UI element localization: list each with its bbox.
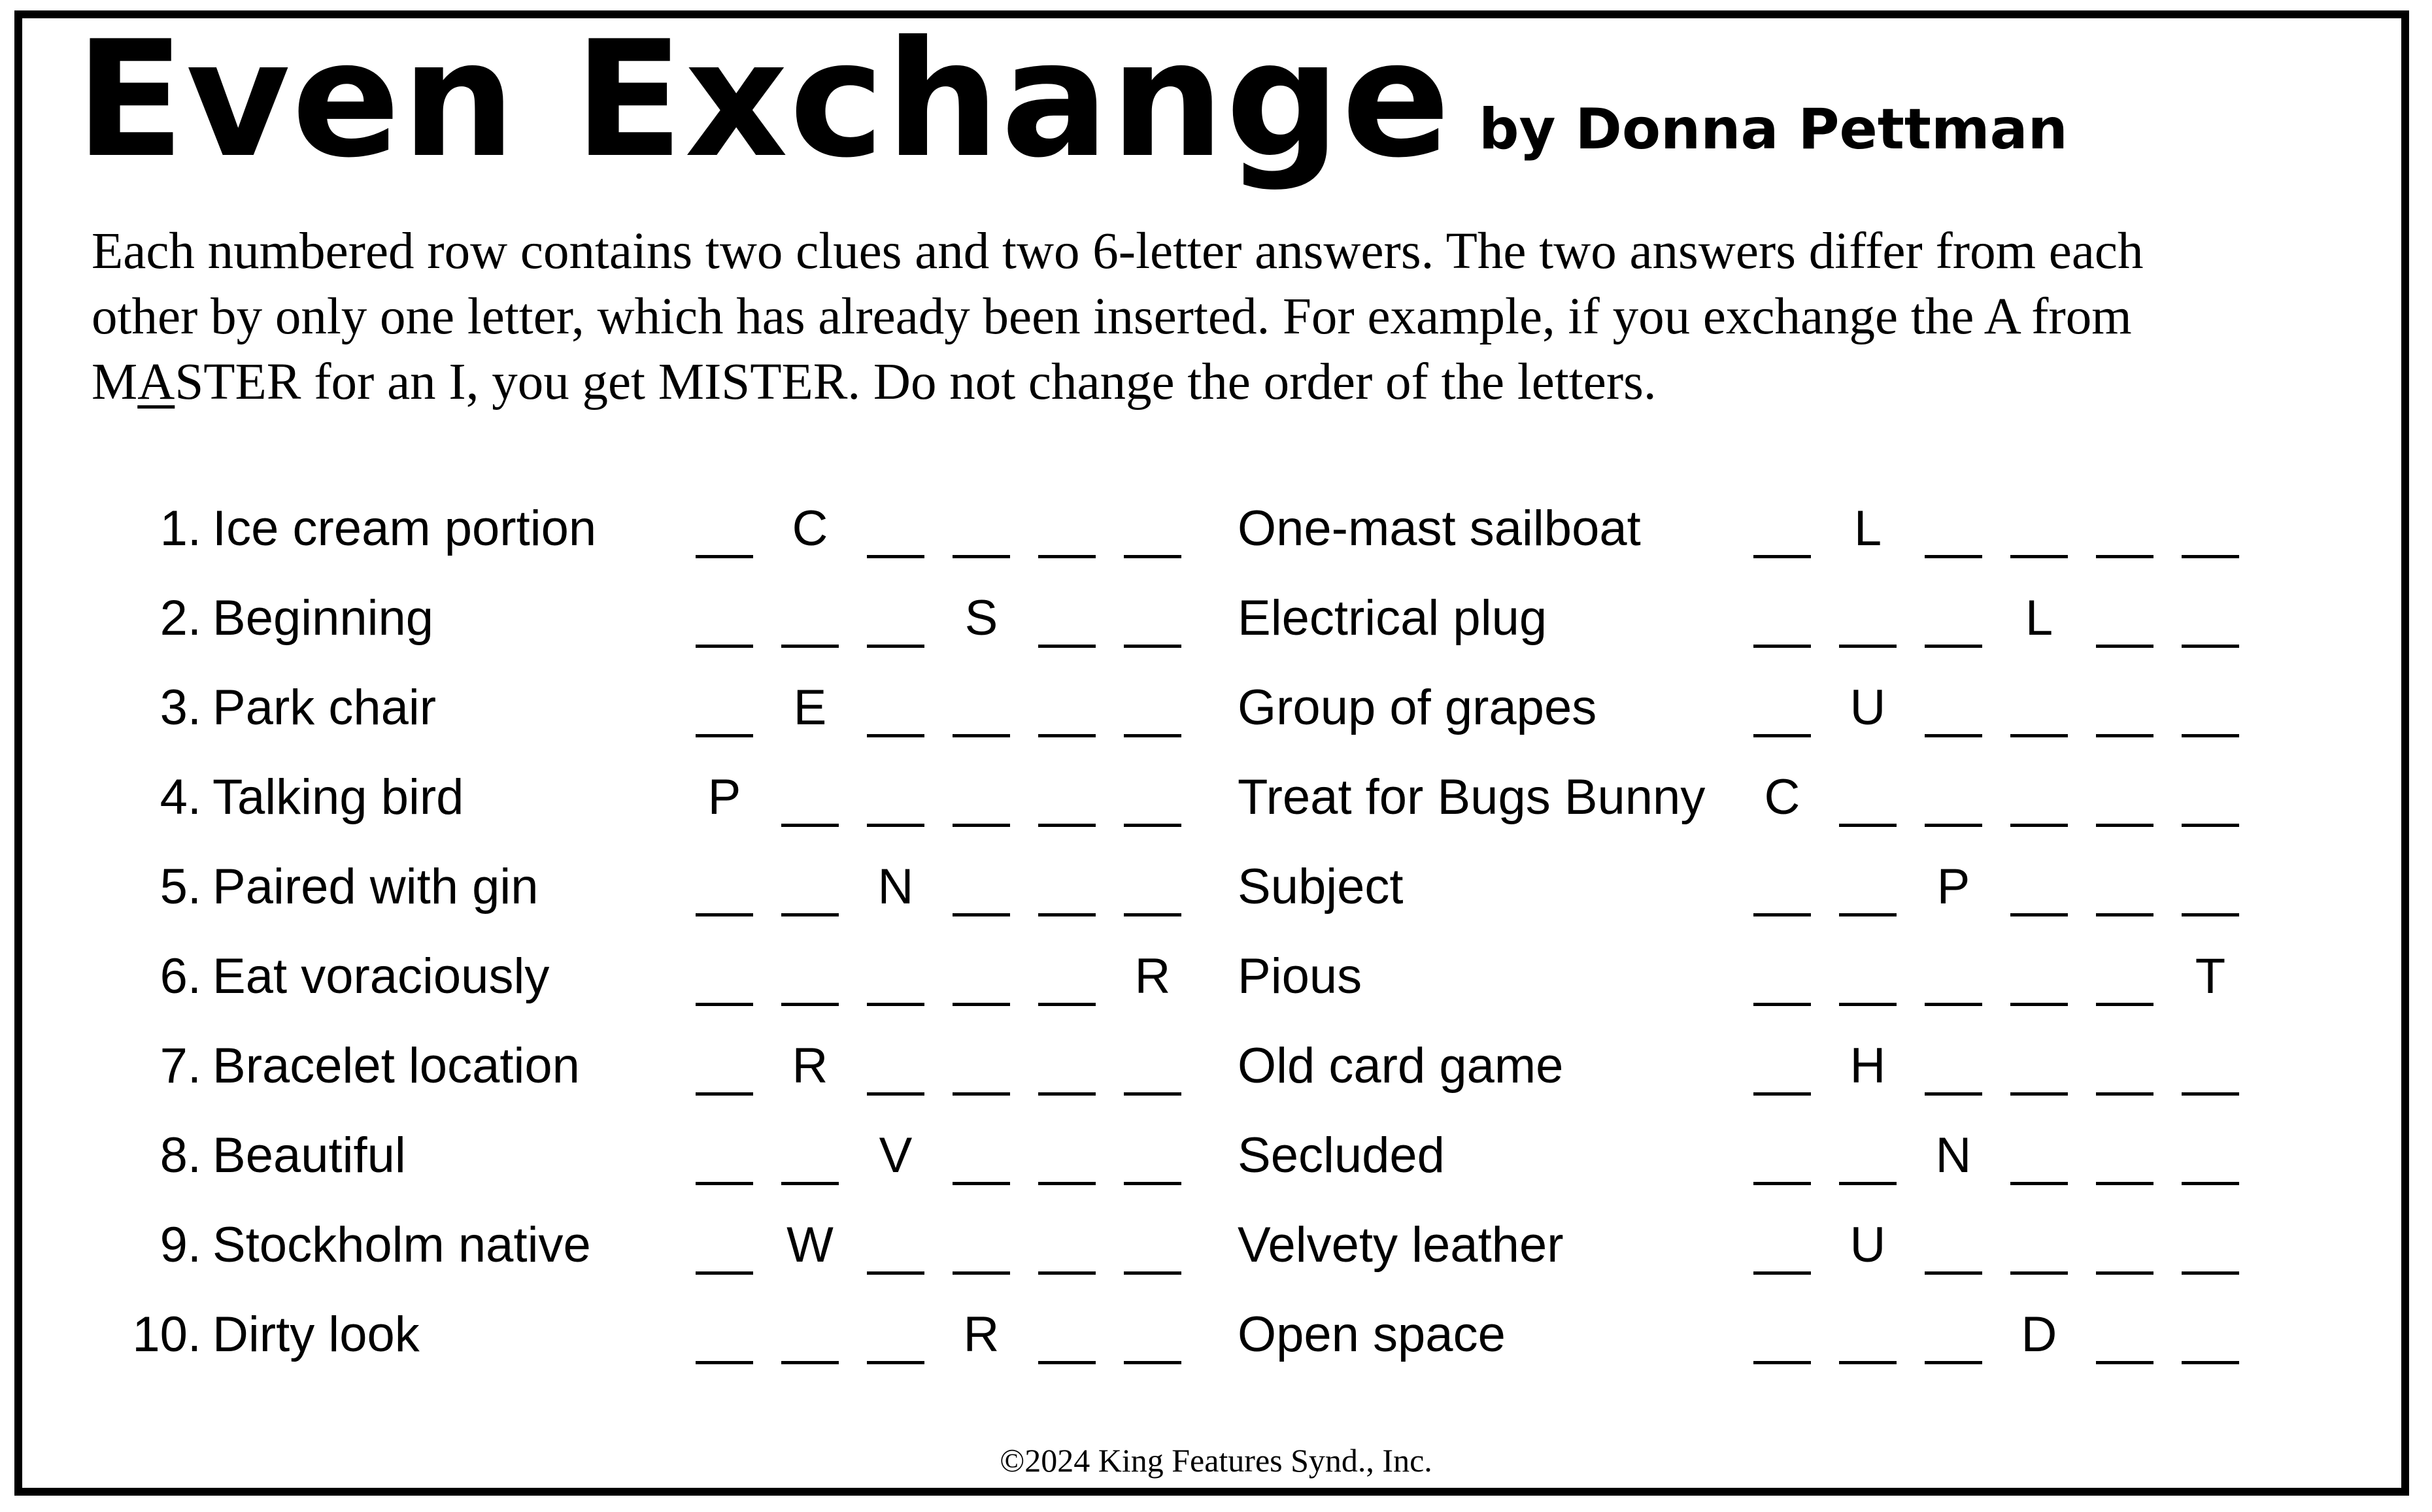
blank-underline [2096,1271,2153,1275]
right-clue: Group of grapes [1238,680,1597,735]
right-letter-blank[interactable] [2095,1217,2155,1282]
right-given-letter [2009,1306,2069,1371]
right-clue: Old card game [1238,1038,1564,1094]
blank-underline [2010,1003,2068,1006]
left-letter-blank[interactable] [1037,590,1097,655]
blank-underline [1753,913,1811,916]
blank-underline [696,1271,753,1275]
left-letter-blank[interactable] [694,1217,754,1282]
blank-underline [2182,824,2239,827]
right-given-letter [1838,1217,1898,1282]
row-number: 9. [160,1217,201,1273]
left-letter-blank[interactable] [694,948,754,1013]
left-letter-blank[interactable] [1037,679,1097,745]
blank-underline [2096,1092,2153,1096]
blank-underline [2182,913,2239,916]
blank-underline [1124,734,1181,737]
right-letter-blank[interactable] [2009,1037,2069,1103]
left-letter-blank[interactable] [951,1037,1011,1103]
blank-underline [867,1271,924,1275]
right-letter-blank[interactable] [2009,858,2069,924]
right-letter-blank[interactable] [1923,679,1984,745]
blank-underline [2096,824,2153,827]
right-letter-blank[interactable] [2180,679,2240,745]
blank-underline [2010,1092,2068,1096]
right-letter-blank[interactable] [1923,769,1984,834]
right-clue: Electrical plug [1238,590,1547,646]
left-clue: Talking bird [212,769,464,825]
blank-underline [2010,1271,2068,1275]
left-letter-blank[interactable] [780,590,840,655]
blank-underline [2096,734,2153,737]
left-given-letter-text: N [877,859,914,915]
left-letter-blank[interactable] [694,679,754,745]
left-letter-blank[interactable] [1123,858,1183,924]
clue-row [0,590,2432,679]
right-letter-blank[interactable] [1752,1037,1812,1103]
left-given-letter [780,500,840,565]
right-letter-blank[interactable] [1838,590,1898,655]
row-number: 8. [160,1128,201,1183]
left-letter-blank[interactable] [780,769,840,834]
blank-underline [1038,1182,1096,1185]
right-letter-blank[interactable] [1923,590,1984,655]
left-clue: Park chair [212,680,437,735]
row-number: 7. [160,1038,201,1094]
right-clue: Velvety leather [1238,1217,1564,1273]
right-given-letter [1923,1127,1984,1192]
left-letter-blank[interactable] [866,769,926,834]
blank-underline [1839,1361,1897,1364]
blank-underline [696,1182,753,1185]
blank-underline [867,824,924,827]
blank-underline [1925,734,1982,737]
clue-row [0,769,2432,858]
left-clue: Eat voraciously [212,949,550,1004]
right-letter-blank[interactable] [2095,590,2155,655]
copyright: ©2024 King Features Synd., Inc. [1000,1442,1432,1479]
right-letter-blank[interactable] [2180,1037,2240,1103]
blank-underline [867,555,924,558]
blank-underline [2096,645,2153,648]
left-clue: Dirty look [212,1307,420,1362]
left-given-letter [694,769,754,834]
right-letter-blank[interactable] [2180,1217,2240,1282]
blank-underline [1038,645,1096,648]
left-letter-blank[interactable] [866,500,926,565]
blank-underline [2010,913,2068,916]
right-letter-blank[interactable] [2009,679,2069,745]
blank-underline [953,913,1010,916]
right-letter-blank[interactable] [2095,948,2155,1013]
blank-underline [953,555,1010,558]
puzzle-title: Even Exchange [75,7,1452,193]
right-letter-blank[interactable] [2095,858,2155,924]
right-clue: Secluded [1238,1128,1445,1183]
row-number: 1. [160,501,201,556]
left-clue: Beautiful [212,1128,406,1183]
example-letter-m: M [92,354,138,411]
right-letter-blank[interactable] [1923,1037,1984,1103]
blank-underline [1038,555,1096,558]
left-letter-blank[interactable] [1037,1217,1097,1282]
blank-underline [781,913,839,916]
row-number: 2. [160,590,201,646]
left-given-letter-text: P [707,769,741,825]
right-letter-blank[interactable] [1752,1127,1812,1192]
blank-underline [953,734,1010,737]
left-clue: Paired with gin [212,859,539,915]
blank-underline [1124,1092,1181,1096]
blank-underline [1925,1271,1982,1275]
right-letter-blank[interactable] [1923,500,1984,565]
blank-underline [1839,824,1897,827]
right-given-letter-text: U [1849,1217,1886,1273]
right-letter-blank[interactable] [1838,858,1898,924]
left-letter-blank[interactable] [1123,1217,1183,1282]
blank-underline [2010,555,2068,558]
clue-row [0,1037,2432,1127]
blank-underline [953,1271,1010,1275]
right-letter-blank[interactable] [2180,858,2240,924]
blank-underline [867,1003,924,1006]
blank-underline [1038,1092,1096,1096]
left-given-letter-text: R [963,1307,1000,1362]
left-letter-blank[interactable] [780,948,840,1013]
right-clue: Pious [1238,949,1362,1004]
instructions-line-2: other by only one letter, which has already been inserted. For example, if you exchange the A from [92,288,2132,345]
blank-underline [781,1182,839,1185]
right-given-letter-text: H [1849,1038,1886,1094]
blank-underline [696,555,753,558]
left-letter-blank[interactable] [1037,769,1097,834]
right-letter-blank[interactable] [2009,500,2069,565]
right-given-letter-text: D [2021,1307,2057,1362]
right-letter-blank[interactable] [1838,1306,1898,1371]
left-letter-blank[interactable] [1037,948,1097,1013]
right-letter-blank[interactable] [1752,1306,1812,1371]
blank-underline [1038,824,1096,827]
instructions-line-3-rest: STER for an I, you get MISTER. Do not change the order of the letters. [175,354,1657,411]
left-letter-blank[interactable] [1123,679,1183,745]
blank-underline [1839,645,1897,648]
blank-underline [2010,1182,2068,1185]
blank-underline [2010,824,2068,827]
blank-underline [953,1092,1010,1096]
instructions-line-3 [92,350,2327,415]
right-letter-blank[interactable] [1752,590,1812,655]
blank-underline [1925,555,1982,558]
right-letter-blank[interactable] [2095,679,2155,745]
left-given-letter-text: R [1134,949,1171,1004]
blank-underline [1038,1003,1096,1006]
blank-underline [696,1003,753,1006]
blank-underline [953,1003,1010,1006]
blank-underline [2182,1361,2239,1364]
left-given-letter [780,679,840,745]
left-letter-blank[interactable] [951,1127,1011,1192]
right-given-letter [2009,590,2069,655]
left-letter-blank[interactable] [694,590,754,655]
right-letter-blank[interactable] [1752,679,1812,745]
blank-underline [1038,734,1096,737]
example-exchanged-letter: A [137,354,175,411]
blank-underline [2096,913,2153,916]
blank-underline [696,913,753,916]
blank-underline [2096,1361,2153,1364]
left-letter-blank[interactable] [780,858,840,924]
blank-underline [1038,1271,1096,1275]
clue-row [0,679,2432,769]
right-clue: Treat for Bugs Bunny [1238,769,1706,825]
blank-underline [953,824,1010,827]
left-clue: Ice cream portion [212,501,597,556]
left-given-letter [1123,948,1183,1013]
left-letter-blank[interactable] [866,1306,926,1371]
right-letter-blank[interactable] [1923,1217,1984,1282]
left-letter-blank[interactable] [780,1127,840,1192]
blank-underline [2096,1003,2153,1006]
blank-underline [953,1182,1010,1185]
blank-underline [1124,1271,1181,1275]
clue-row [0,500,2432,590]
left-letter-blank[interactable] [1123,1306,1183,1371]
left-letter-blank[interactable] [1037,858,1097,924]
right-letter-blank[interactable] [1838,1127,1898,1192]
blank-underline [696,1361,753,1364]
blank-underline [696,734,753,737]
blank-underline [781,1361,839,1364]
right-letter-blank[interactable] [2180,590,2240,655]
left-letter-blank[interactable] [866,1037,926,1103]
right-letter-blank[interactable] [2180,769,2240,834]
blank-underline [1753,555,1811,558]
blank-underline [1925,1092,1982,1096]
blank-underline [696,645,753,648]
left-clue: Beginning [212,590,434,646]
left-given-letter [951,1306,1011,1371]
blank-underline [1753,734,1811,737]
left-letter-blank[interactable] [951,1217,1011,1282]
clue-row [0,1127,2432,1217]
row-number: 10. [132,1307,201,1362]
right-letter-blank[interactable] [1752,500,1812,565]
right-letter-blank[interactable] [2009,948,2069,1013]
blank-underline [1124,824,1181,827]
blank-underline [2096,1182,2153,1185]
byline: by Donna Pettman [1479,97,2068,162]
right-letter-blank[interactable] [2095,1306,2155,1371]
blank-underline [1124,555,1181,558]
left-letter-blank[interactable] [1123,1037,1183,1103]
right-given-letter [1838,1037,1898,1103]
blank-underline [1839,1003,1897,1006]
right-given-letter-text: L [2025,590,2053,646]
left-letter-blank[interactable] [951,500,1011,565]
left-letter-blank[interactable] [866,590,926,655]
blank-underline [1753,1092,1811,1096]
right-letter-blank[interactable] [2009,1217,2069,1282]
left-letter-blank[interactable] [1123,500,1183,565]
left-letter-blank[interactable] [694,500,754,565]
left-letter-blank[interactable] [1037,1127,1097,1192]
left-letter-blank[interactable] [780,1306,840,1371]
right-given-letter-text: T [2195,949,2226,1004]
right-letter-blank[interactable] [1923,1306,1984,1371]
left-letter-blank[interactable] [694,1306,754,1371]
blank-underline [1925,1361,1982,1364]
left-letter-blank[interactable] [1037,1306,1097,1371]
left-letter-blank[interactable] [694,858,754,924]
blank-underline [867,645,924,648]
blank-underline [1925,645,1982,648]
blank-underline [1925,1003,1982,1006]
left-letter-blank[interactable] [951,769,1011,834]
left-given-letter [780,1217,840,1282]
blank-underline [1753,1182,1811,1185]
clue-row [0,1217,2432,1306]
left-clue: Stockholm native [212,1217,591,1273]
right-given-letter-text: L [1853,501,1882,556]
row-number: 3. [160,680,201,735]
right-given-letter [1923,858,1984,924]
blank-underline [2182,1271,2239,1275]
left-given-letter-text: R [792,1038,828,1094]
left-given-letter [951,590,1011,655]
right-letter-blank[interactable] [2095,1127,2155,1192]
right-letter-blank[interactable] [2095,1037,2155,1103]
blank-underline [1038,913,1096,916]
right-letter-blank[interactable] [1838,948,1898,1013]
left-given-letter-text: C [792,501,828,556]
left-letter-blank[interactable] [866,948,926,1013]
blank-underline [1753,645,1811,648]
left-given-letter [866,1127,926,1192]
left-letter-blank[interactable] [866,679,926,745]
blank-underline [1753,1003,1811,1006]
clue-row [0,948,2432,1037]
blank-underline [696,1092,753,1096]
blank-underline [1124,645,1181,648]
right-given-letter-text: N [1935,1128,1972,1183]
right-given-letter-text: U [1849,680,1886,735]
right-letter-blank[interactable] [2180,1306,2240,1371]
right-letter-blank[interactable] [1838,769,1898,834]
right-given-letter [1838,679,1898,745]
right-clue: Subject [1238,859,1404,915]
left-letter-blank[interactable] [1123,769,1183,834]
blank-underline [2182,1182,2239,1185]
blank-underline [867,734,924,737]
right-clue: Open space [1238,1307,1506,1362]
blank-underline [1839,1182,1897,1185]
blank-underline [1753,1271,1811,1275]
left-given-letter-text: E [793,680,827,735]
right-letter-blank[interactable] [2180,1127,2240,1192]
left-letter-blank[interactable] [1123,590,1183,655]
right-letter-blank[interactable] [1752,948,1812,1013]
left-letter-blank[interactable] [1123,1127,1183,1192]
right-letter-blank[interactable] [2095,769,2155,834]
clue-row [0,858,2432,948]
right-letter-blank[interactable] [1752,858,1812,924]
right-letter-blank[interactable] [2009,1127,2069,1192]
left-given-letter-text: W [786,1217,834,1273]
blank-underline [2182,645,2239,648]
blank-underline [1124,1182,1181,1185]
blank-underline [2096,555,2153,558]
left-given-letter-text: S [964,590,998,646]
blank-underline [781,1003,839,1006]
blank-underline [2182,1092,2239,1096]
blank-underline [2182,555,2239,558]
right-letter-blank[interactable] [2180,500,2240,565]
right-given-letter-text: P [1936,859,1970,915]
blank-underline [781,645,839,648]
blank-underline [781,824,839,827]
blank-underline [1753,1361,1811,1364]
blank-underline [867,1361,924,1364]
left-letter-blank[interactable] [951,679,1011,745]
left-letter-blank[interactable] [951,948,1011,1013]
clue-row [0,1306,2432,1396]
blank-underline [1124,913,1181,916]
right-letter-blank[interactable] [2095,500,2155,565]
right-given-letter [1838,500,1898,565]
blank-underline [2182,734,2239,737]
blank-underline [2010,734,2068,737]
left-given-letter [780,1037,840,1103]
blank-underline [1839,913,1897,916]
left-letter-blank[interactable] [694,1037,754,1103]
right-clue: One-mast sailboat [1238,501,1641,556]
left-given-letter [866,858,926,924]
left-letter-blank[interactable] [1037,500,1097,565]
blank-underline [1124,1361,1181,1364]
left-letter-blank[interactable] [1037,1037,1097,1103]
row-number: 4. [160,769,201,825]
right-given-letter [1752,769,1812,834]
right-given-letter [2180,948,2240,1013]
left-given-letter-text: V [879,1128,913,1183]
right-letter-blank[interactable] [1923,948,1984,1013]
left-clue: Bracelet location [212,1038,580,1094]
left-letter-blank[interactable] [951,858,1011,924]
row-number: 6. [160,949,201,1004]
right-letter-blank[interactable] [1752,1217,1812,1282]
blank-underline [1038,1361,1096,1364]
left-letter-blank[interactable] [694,1127,754,1192]
blank-underline [867,1092,924,1096]
right-letter-blank[interactable] [2009,769,2069,834]
instructions-line-1: Each numbered row contains two clues and two 6-letter answers. The two answers differ from each [92,223,2144,280]
blank-underline [1925,824,1982,827]
left-letter-blank[interactable] [866,1217,926,1282]
instructions [92,219,2327,415]
right-given-letter-text: C [1764,769,1800,825]
row-number: 5. [160,859,201,915]
